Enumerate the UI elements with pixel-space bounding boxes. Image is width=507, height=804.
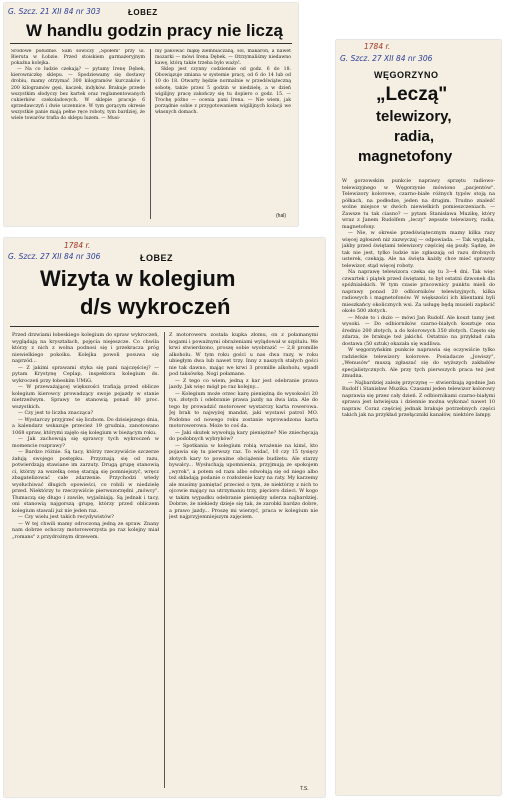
clipping-wegorzyno xyxy=(336,40,501,795)
article-title-line-3: radia, xyxy=(394,128,435,145)
article-body: W gorzowskim punkcie naprawy sprzętu radiowo-telewizyjnego w Węgorzynie mówiono „pacjentów". Telewizory kolorowe, czarno-białe różnych typów stoją na półkach, na podłodze, jeden na drugim. Trudno znaleźć wolne miejsce w dwóch niewielkich pomieszczeniach. — Zawsze tu tak ciasno? — pytam Stanisława Muzikę, który wraz z Janem Rudolfem „leczy" zepsute telewizory, radia, magnetofony. — Nie, w okresie przedświątecznym mamy kilka razy więcej zgłoszeń niż zazwyczaj — odpowiada. — Tak wygląda, jakby przed świętami telewizory częściej się psuły. Sądzę, że tak nie jest, tylko ludzie nie zgłaszają od razu drobnych usterek, czekają. Ale na święta każdy chce mieć sprawny telewizor, stąd więcej roboty. Na naprawę telewizora czeka się tu 3—4 dni. Tak więc czwartek i piątek przed świętami, to był ostatni dzwonek dla spóźnialskich. W tym czasie pracownicy punktu mieli do naprawy ponad 20 odbiorników telewizyjnych, kilka radiowych i magnetofonów. W większości ich klientami byli mieszkańcy okolicznych wsi. Za usługę będą musieli zapłacić około 500 złotych. — Może to i dużo — mówi Jan Rudolf. Ale koszt tamy jest wysoki. — Do odbiorników czarno-białych kosztuje ona średnio 200 złotych, a do kolorowych 350 złotych. Często się zdarza, że brakuje też jakichś. Ostatnio na przykład cała dostawa (50 sztuk) okazała się wadliwa. W węgorzyńskim punkcie naprawia się oczywiście tylko radzieckie telewizory kolorowe. Posiadacze „Jowiszy", „Wenusów" muszą zgłaszać się do wyższych zakładów specjalistycznych. Ale przy tych pierwszych praca też jest żmudna. — Najbardziej zależę przyczynę — stwierdzają zgodnie Jan Rudolf i Stanisław Muzika. Czasami jeden telewizor kolorowy naprawia się przez cały dzień. Z odbiornikami czarno-białymi sprawa jest łatwiejsza i dziennie można wykonać nawet 10 napraw. Coraz częściej jednak brakuje potrzebnych części takich jak na przykład przełączniki kanałów, niektóre lampy. xyxy=(342,178,495,418)
article-column-2: Z motoroweru została kupka złomu, on z połamanymi nogami i poważnymi obrażeniami wylądował w szpitalu. We krwi stwierdzono, proszę sobie wyobrazić — 2,8 promille alkoholu. W tym roku gości u nas dwa razy, w roku ubiegłym dwa lub nawet trzy. Inny z naszych stałych gości nie tak dawno, mając we krwi 3 promille alkoholu, wpadł pod taksówkę. Nogi połamane. — Z tego co wiem, jedną z kar jest odebranie prawa jazdy. Jak więc mógł po raz kolejny... — Kolegium może orzec karę pieniężną do wysokości 20 tys. złotych i odebranie prawa jazdy na dwa lata. Ale do tego by prowadzić motorower wystarczy karta rowerowa. Jej brak to najwyżej mandat, jaki wystawi patrol MO. Podobno od nowego roku zostanie wprowadzona karta motorowerowa. Może to coś da. — Jaki skutek wywołują kary pieniężne? Nie zniechęcają do podobnych wybryków? — Spotkania w kolegium robią wrażenie na kimś, kto pojawia się tu pierwszy raz. To widać, 10 czy 15 tysięcy złotych kary to poważne obciążenie budżetu. Ale starzy bywalcy... Wysłuchają upomnienia, przyjmują ze spokojem „wyrok", a potem od razu albo odwołują się od niego albo też składają podanie o rozłożenie kary na raty. My karzemy ale musimy pamiętać przecież o tym, że niektórzy z nich to ojcowie mający na utrzymaniu trzy, pięcioro dzieci. W kogo w takim wypadku odebranie pieniędzy uderza najbardziej. Dobrze, że niekiedy dzieje się tak, że zarobki bardzo dobre, a prawo jazdy... Proszę mi wierzyć, praca w kolegium nie jest najprzyjemniejszym zajęciem. xyxy=(169,332,318,520)
clipping-kolegium xyxy=(4,238,325,797)
article-column-2: my pakować mąkę ziemniaczaną, sól, makaron, a nawet mozarki — mówi Irena Dębek. — Otrzymaliśmy niedawno kawę, którą także trzeba było ważyć. Sklep jest czynny codziennie od godz. 6 do 18. Obowiązuje zmiana w systemie pracy, od 6 do 14 lub od 10 do 18. Otwarty będzie normalnie w przedświąteczną sobotę, także przez 5 godzin w niedzielę, a w dzień wigilijny pracę zakończy się tu dopiero o godz. 15. — Trochę późno — ocenia pani Irena. — Nie wiem, jak porządnie sobie z przygotowaniem wigilijnych kolacji we własnych domach. xyxy=(155,49,291,115)
article-signature: (hal) xyxy=(276,213,287,219)
title-rule xyxy=(10,326,319,327)
column-rule xyxy=(164,332,165,788)
article-column-1: Środowe południe. Sam sowiczy „Społem" przy ul. Bieruta w Łobzie. Przed stoiskiem garmażeryjnym pokaźna kolejka. — Na co ludzie czekają? — pytamy Irenę Dębek, kierowniczkę sklepu. — Spodziewamy się dostawy drobiu, mamy otrzymać 300 kilogramów kurczaków i 200 kilogramów gęsi, kaczek, indyków. Brakuje przede wszystkim słodyczy bez kartek oraz reglamentowanych cukierków czekoladowych. W sklepie pracuje 6 sprzedawczyń i dwie uczennice. W tym gorącym okresie wszystkie panie mają pełne ręce roboty, tym bardziej, że wiele towarów trafia do sklepu luzem. — Musi- xyxy=(11,49,145,122)
article-column-1: Przed drzwiami łobeskiego kolegium do spraw wykroczeń, wyglądają na kryształach, pojęcia niejeszcze. Co chwila którzy z nich z wolna podnosi się i przekracza próg niewielkiego pokoiku. Kolejka powoli posuwa się naprzód... — Z jakimi sprawami styka się pani najczęściej? — pytam Krystynę Ceplap, inspektora kolegium ds. wykroczeń przy łobeskim UMiG. — W przeważającej większości trafiają przed oblicze kolegium kierowcy prowadzący swoje pojazdy w stanie nietrzeźwym. Sprawy te stanowią ponad 80 proc. wszystkich. — Czy jest to liczba znacząca? — Wystarczy przyjrzeć się liczbom. Do dzisiejszego dnia, a kalendarz wskazuje przecież 19 grudnia, zanotowano 1068 spraw, którymi zajęło się kolegium w bieżącym roku. — Jak zachowują się sprawcy tych wykroczeń w momencie rozprawy? — Bardzo różnie. Są tacy, którzy rzeczywiście szczerze żałują swojego postępku. Przyznają się od razu, potwierdzają stawiane im zarzuty. Drugą grupę stanowią ci, którzy za wszelką cenę starają się pomniejszyć, wręcz zbagatelizować całe zdarzenie. Przychodzi wtedy wysłuchiwać długich opowieści, co robili w niedzielę przed. Niektórzy to rzeczywiście pierwszorzędni „mówcy". Tłumaczą się długo i zawile, wyjaśniają. Są jednak i tacy, oni stanowią najgorszą grupę, którzy przed obliczem kolegium stawali już nie jeden raz. — Czy wielu jest takich recydywistów? — W tej chwili mamy odroczoną jedną ze spraw. Znany nam dobrze ochoczy motorowerzysta po raz kolejny miał „romans" z przydrożnym drzewem. xyxy=(12,332,159,540)
article-title-line-1: Wizyta w kolegium xyxy=(40,266,236,291)
article-title-line-2: telewizory, xyxy=(376,108,452,125)
clipping-handel xyxy=(4,3,298,226)
article-title: W handlu godzin pracy nie liczą xyxy=(26,21,283,40)
article-signature: T.S. xyxy=(300,786,309,792)
article-title-line-1: „Leczą" xyxy=(376,84,448,105)
title-rule xyxy=(10,43,292,44)
section-label: WĘGORZYNO xyxy=(374,70,439,80)
date-stamp: 1784 r. xyxy=(364,42,391,51)
handwritten-note: G. Szcz. 27 XII 84 nr 306 xyxy=(8,252,101,261)
handwritten-note: G. Szcz. 27 XII 84 nr 306 xyxy=(340,54,433,63)
date-stamp: 1784 r. xyxy=(64,241,91,250)
handwritten-note: G. Szcz. 21 XII 84 nr 303 xyxy=(8,7,101,16)
article-title-line-4: magnetofony xyxy=(358,148,453,165)
section-label: ŁOBEZ xyxy=(128,8,158,17)
column-rule xyxy=(150,49,151,219)
section-label: ŁOBEZ xyxy=(140,253,173,263)
article-title-line-2: d/s wykroczeń xyxy=(80,294,231,319)
